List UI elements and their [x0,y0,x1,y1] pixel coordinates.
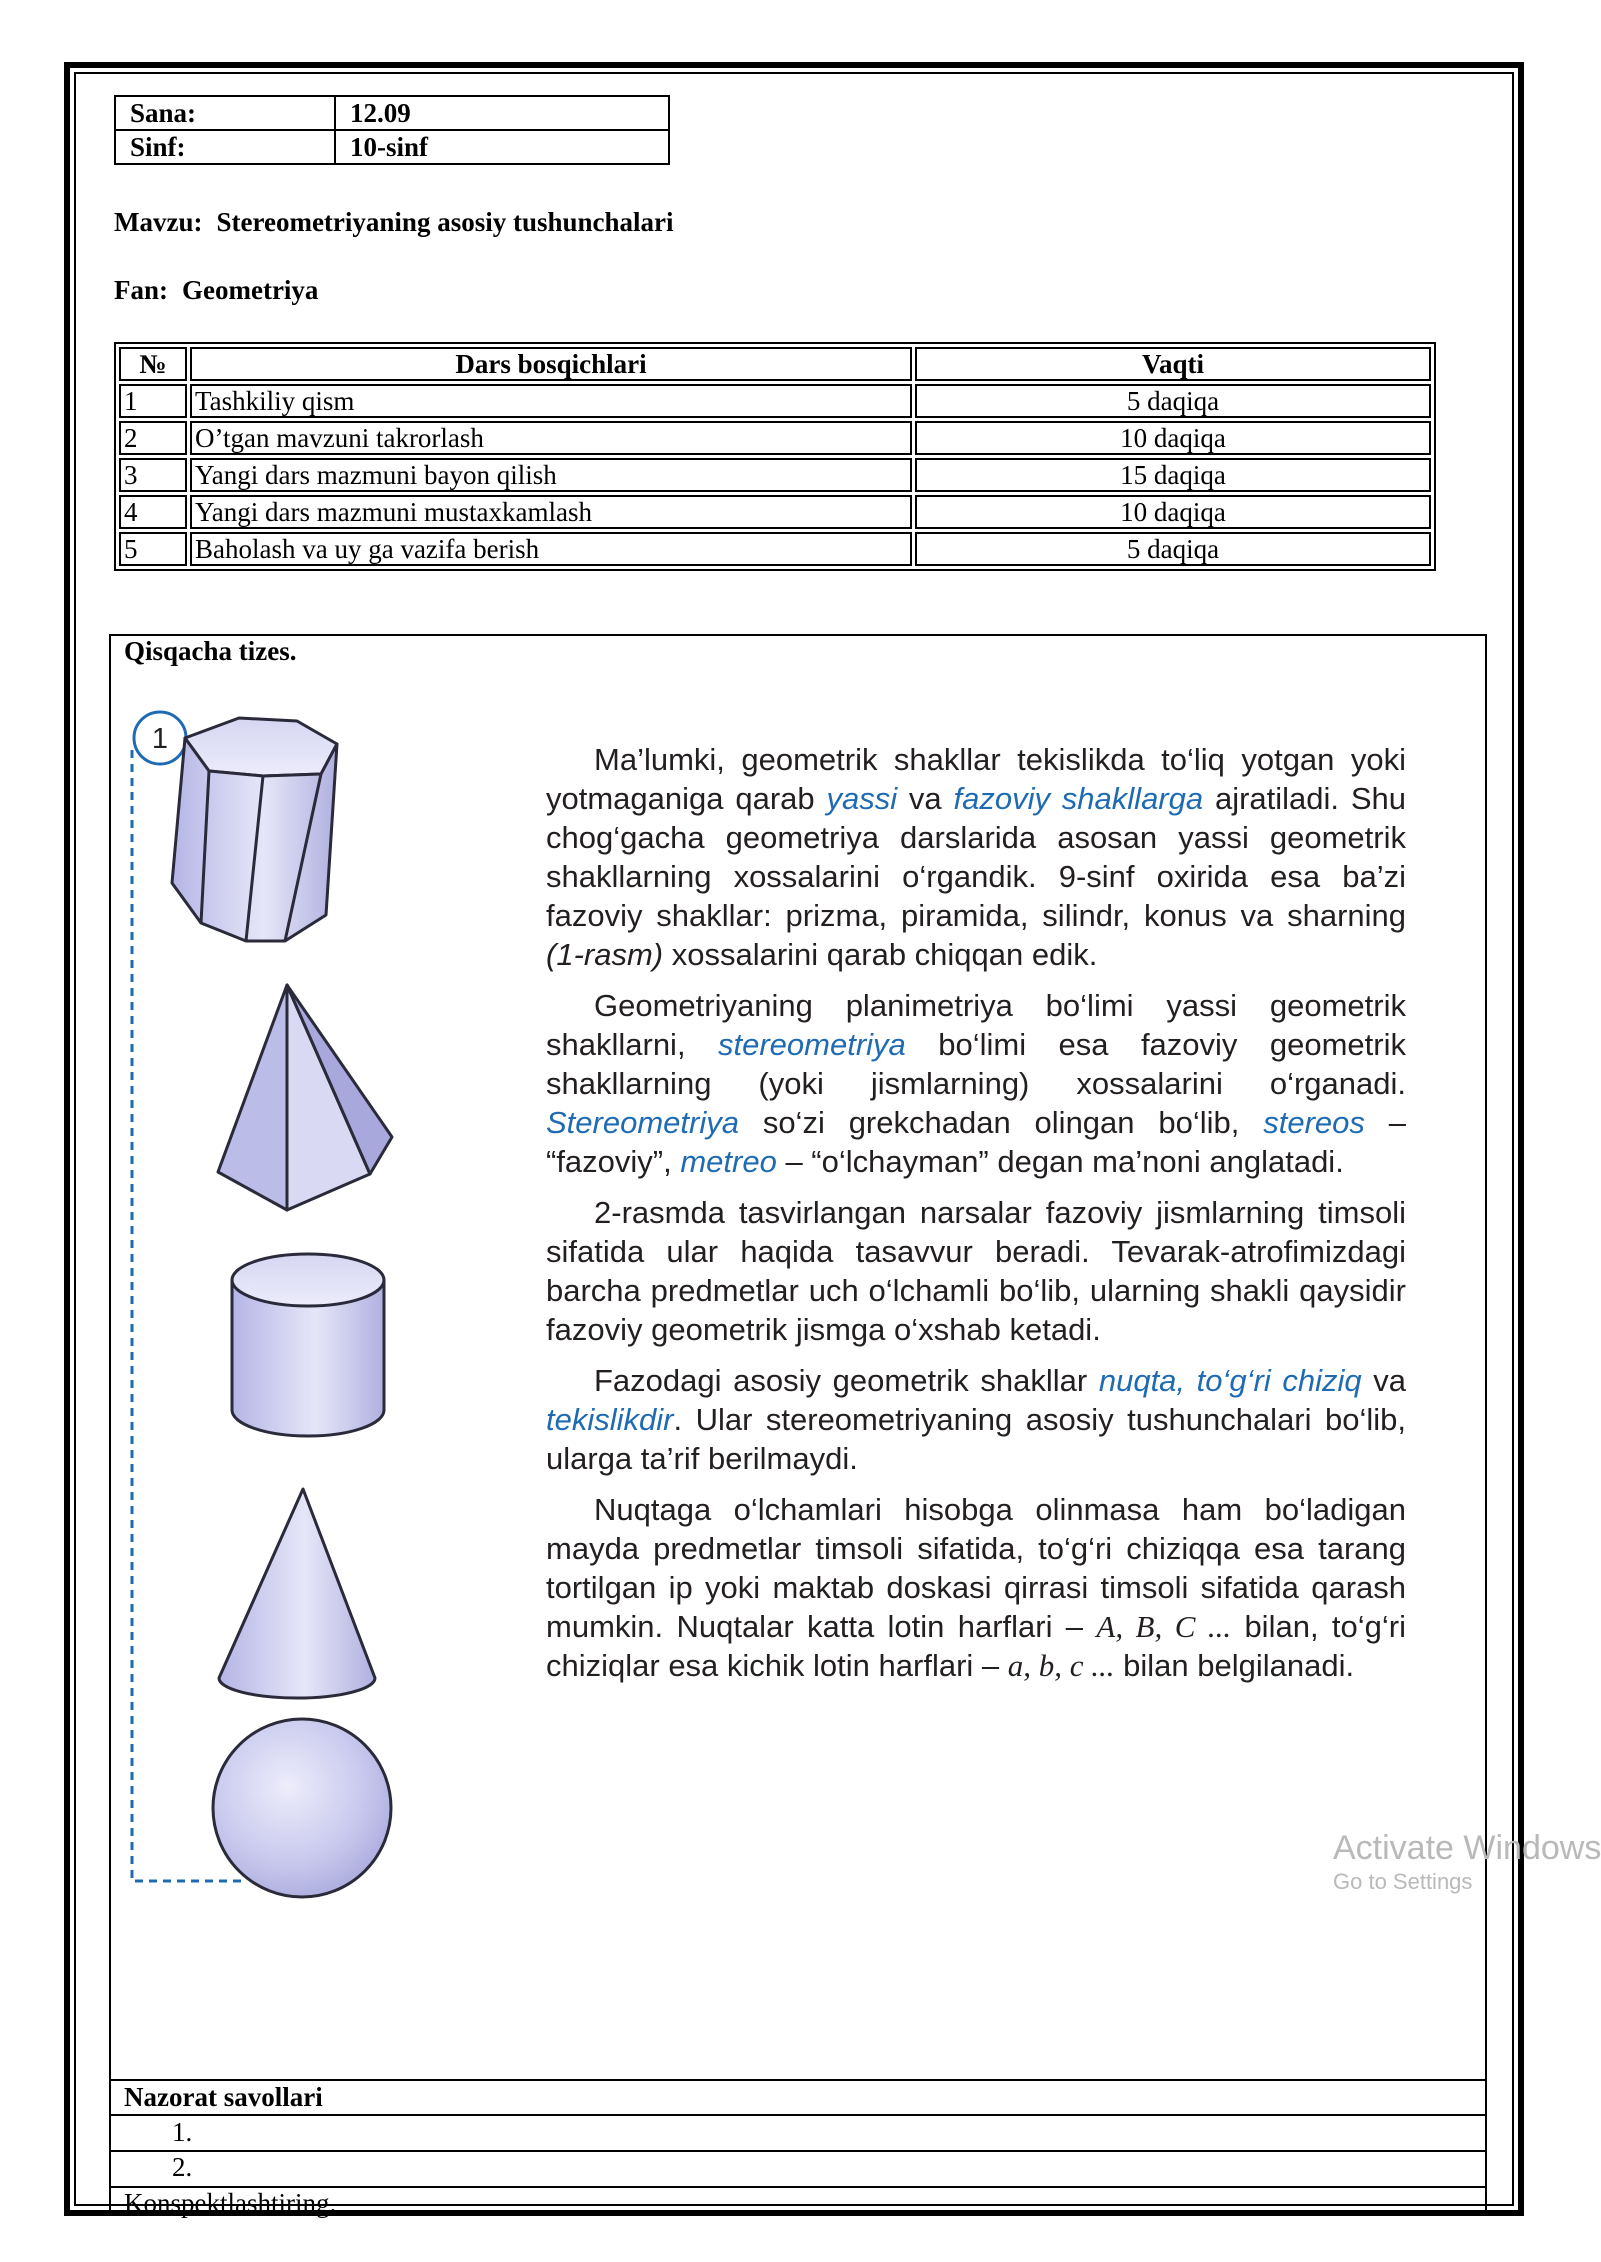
divider-item-2 [109,2150,1487,2152]
text-span: Ma’lumki, geometrik shakllar tekislikda to‘liq yotgan yoki yotmaganiga qarab [546,742,1406,816]
text-span: Geometriyaning planimetriya bo‘limi yassi geometrik shakllarni, [546,988,1406,1062]
date-value: 12.09 [335,96,669,130]
textbook-excerpt [546,740,1406,1697]
term-tekislik: tekislikdir [546,1402,674,1437]
table-row [119,532,1431,566]
text-span: bilan, to‘g‘ri chiziqlar esa kichik lotin harflari – [546,1609,1406,1683]
meta-row-date [115,96,669,130]
row-time: 5 daqiqa [915,532,1431,566]
topic-value: Stereometriyaning asosiy tushunchalari [216,207,674,237]
row-time: 10 daqiqa [915,495,1431,529]
text-span: . Ular stereometriyaning asosiy tushunchalari bo‘lib, ularga ta’rif berilmaydi. [546,1402,1406,1476]
paragraph-3: 2-rasmda tasvirlangan narsalar fazoviy jismlarning timsoli sifatida ular haqida tasavvur beradi. Tevarak-atrofimizdagi barcha predmetlar uch o‘lchamli bo‘lib, ularning shakli qaysidir fazoviy geometrik jismga o‘xshab ketadi. [546,1195,1406,1347]
line-letters: a, b, c ... [1007,1648,1115,1683]
class-label: Sinf: [115,130,335,164]
row-number: 2 [119,421,187,455]
meta-table [114,95,670,165]
table-row [119,421,1431,455]
term-nuqta-togri-chiziq: nuqta, to‘g‘ri chiziq [1098,1363,1362,1398]
row-time: 5 daqiqa [915,384,1431,418]
figure-ref: (1-rasm) [546,937,664,972]
stages-header-row [119,347,1431,381]
row-number: 3 [119,458,187,492]
pyramid-shape [218,985,392,1210]
header-number: № [119,347,187,381]
table-row [119,458,1431,492]
table-row [119,495,1431,529]
solids-figure [125,705,425,1905]
text-span: bo‘limi esa fazoviy geometrik shakllarning (yoki jismlarning) xossalarini o‘rganadi. [546,1027,1406,1101]
topic-label: Mavzu: [114,207,203,237]
paragraph-2 [546,986,1406,1181]
row-stage: Baholash va uy ga vazifa berish [190,532,912,566]
term-stereometriya: stereometriya [718,1027,906,1062]
row-number: 4 [119,495,187,529]
divider-control [109,2079,1487,2081]
row-stage: Yangi dars mazmuni mustaxkamlash [190,495,912,529]
row-stage: O’tgan mavzuni takrorlash [190,421,912,455]
meta-row-class [115,130,669,164]
paragraph-1 [546,740,1406,974]
paragraph-4 [546,1361,1406,1478]
term-yassi: yassi [826,781,898,816]
text-span: – “fazoviy”, [546,1105,1406,1179]
row-time: 10 daqiqa [915,421,1431,455]
activation-watermark [1333,1828,1601,1896]
watermark-line-2: Go to Settings [1333,1869,1473,1894]
row-stage: Tashkiliy qism [190,384,912,418]
divider-item-1 [109,2114,1487,2116]
term-stereometriya-word: Stereometriya [546,1105,739,1140]
subject-label: Fan: [114,275,168,305]
class-value: 10-sinf [335,130,669,164]
row-time: 15 daqiqa [915,458,1431,492]
table-row [119,384,1431,418]
topic-line [114,207,674,238]
header-time: Vaqti [915,347,1431,381]
text-span: Fazodagi asosiy geometrik shakllar [594,1363,1099,1398]
point-letters: A, B, C ... [1096,1609,1232,1644]
cone-shape [219,1489,375,1698]
summary-title: Qisqacha tizes. [124,636,297,666]
subject-value: Geometriya [182,275,319,305]
text-span: va [897,781,954,816]
text-span: xossalarini qarab chiqqan edik. [663,937,1098,972]
term-metreo: metreo [680,1144,777,1179]
figure-number-badge [134,712,186,764]
subject-line [114,275,318,306]
text-span: bilan belgilanadi. [1114,1648,1355,1683]
date-label: Sana: [115,96,335,130]
text-span: Nuqtaga o‘lchamlari hisobga olinmasa ham bo‘ladigan mayda predmetlar timsoli sifatida, to‘g‘ri chiziqqa esa tarang tortilgan ip yoki maktab doskasi qirrasi timsoli sifatida qarash mumkin. Nuqtalar katta lotin harflari – [546,1492,1406,1644]
paragraph-5 [546,1490,1406,1685]
row-number: 1 [119,384,187,418]
text-span: va [1361,1363,1406,1398]
header-stage: Dars bosqichlari [190,347,912,381]
row-number: 5 [119,532,187,566]
term-fazoviy-shakllarga: fazoviy shakllarga [953,781,1204,816]
text-span: so‘zi grekchadan olingan bo‘lib, [738,1105,1264,1140]
cylinder-shape [232,1254,384,1436]
lesson-stages-table [114,342,1436,571]
control-item-1: 1. [172,2117,193,2147]
footer-text: Konspektlashtiring. [124,2188,337,2218]
control-item-2: 2. [172,2152,193,2182]
row-stage: Yangi dars mazmuni bayon qilish [190,458,912,492]
figure-number: 1 [151,723,169,755]
watermark-line-1: Activate Windows [1333,1829,1601,1867]
term-stereos: stereos [1263,1105,1365,1140]
sphere-shape [213,1719,391,1897]
prism-shape [172,718,337,941]
text-span: – “o‘lchayman” degan ma’noni anglatadi. [776,1144,1344,1179]
text-span: ajratiladi. Shu chog‘gacha geometriya darslarida asosan yassi geometrik shakllarning xossalarini o‘rgandik. 9-sinf oxirida esa ba’zi fazoviy shakllar: prizma, piramida, silindr, konus va sharning [546,781,1406,933]
control-title: Nazorat savollari [124,2082,323,2112]
